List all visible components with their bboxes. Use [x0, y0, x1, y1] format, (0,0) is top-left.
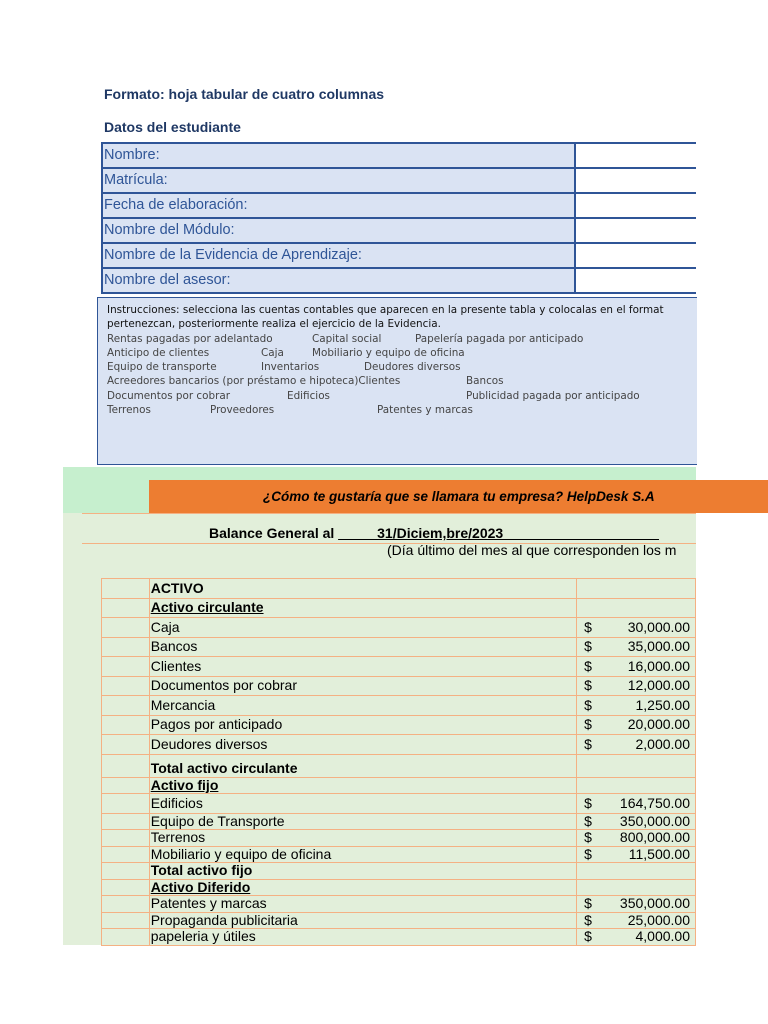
amount-cell[interactable] [577, 929, 696, 946]
account-list-row [107, 389, 697, 403]
student-field-input[interactable] [576, 219, 696, 242]
account-cell[interactable]: Clientes [149, 657, 576, 677]
cell-index[interactable] [102, 618, 150, 638]
account-cell[interactable]: Deudores diversos [149, 735, 576, 755]
table-row [102, 912, 696, 929]
company-name-question: ¿Cómo te gustaría que se llamara tu empresa? HelpDesk S.A [263, 489, 655, 504]
currency-symbol: $ [584, 657, 592, 674]
instructions-box [97, 297, 697, 465]
amount-value: 4,000.00 [635, 928, 690, 945]
table-row [102, 657, 696, 677]
account-cell[interactable]: Mobiliario y equipo de oficina [149, 846, 576, 863]
table-row [102, 929, 696, 946]
account-name: Equipo de transporte [107, 361, 217, 374]
currency-symbol: $ [584, 696, 592, 713]
table-row [102, 777, 696, 794]
cell-index[interactable] [102, 696, 150, 716]
account-name: Edificios [287, 389, 330, 402]
table-row [102, 896, 696, 913]
student-data-table [101, 142, 696, 294]
table-row [102, 598, 696, 618]
account-name: Deudores diversos [364, 361, 461, 374]
cell-index[interactable] [102, 794, 150, 814]
student-row [101, 169, 696, 194]
cell-index[interactable] [102, 715, 150, 735]
amount-value: 11,500.00 [628, 845, 690, 862]
table-row [102, 735, 696, 755]
student-row [101, 144, 696, 169]
account-name: Mobiliario y equipo de oficina [312, 346, 465, 359]
student-field-label: Matrícula: [101, 169, 576, 192]
balance-sheet-table [101, 578, 696, 946]
cell-index[interactable] [102, 777, 150, 794]
student-row [101, 194, 696, 219]
cell-index[interactable] [102, 657, 150, 677]
account-list-row [107, 346, 697, 360]
cell-amount[interactable] [577, 879, 696, 896]
currency-symbol: $ [584, 638, 592, 655]
currency-symbol: $ [584, 911, 592, 928]
account-cell[interactable]: Terrenos [149, 830, 576, 847]
table-row [102, 579, 696, 599]
account-name: Caja [261, 346, 284, 359]
amount-value: 12,000.00 [627, 677, 690, 694]
student-field-input[interactable] [576, 144, 696, 167]
table-row [102, 879, 696, 896]
account-name: Terrenos [107, 404, 151, 417]
cell-index[interactable] [102, 879, 150, 896]
currency-symbol: $ [584, 812, 592, 829]
student-field-input[interactable] [576, 169, 696, 192]
student-section-title: Datos del estudiante [104, 119, 241, 135]
cell-index[interactable] [102, 579, 150, 599]
student-field-input[interactable] [576, 269, 696, 292]
amount-value: 350,000.00 [619, 812, 690, 829]
account-name: Documentos por cobrar [107, 389, 231, 402]
student-field-label: Nombre del asesor: [101, 269, 576, 292]
currency-symbol: $ [584, 845, 592, 862]
cell-amount[interactable] [577, 863, 696, 880]
amount-cell[interactable] [577, 696, 696, 716]
student-field-label: Nombre: [101, 144, 576, 167]
cell-index[interactable] [102, 846, 150, 863]
account-name: Anticipo de clientes [107, 346, 210, 359]
account-name: Publicidad pagada por anticipado [466, 389, 640, 402]
amount-cell[interactable] [577, 912, 696, 929]
currency-symbol: $ [584, 928, 592, 945]
cell-amount[interactable] [577, 598, 696, 618]
balance-date: _____31/Diciem,bre/2023____________________ [338, 525, 659, 541]
cell-amount[interactable] [577, 777, 696, 794]
account-list-row [107, 374, 697, 388]
account-cell[interactable]: Caja [149, 618, 576, 638]
table-row [102, 696, 696, 716]
page-title: Formato: hoja tabular de cuatro columnas [104, 86, 385, 102]
amount-value: 35,000.00 [627, 638, 690, 655]
instructions-line: Instrucciones: selecciona las cuentas contables que aparecen en la presente tabla y colocalas en el format [107, 304, 664, 316]
cell-index[interactable] [102, 912, 150, 929]
amount-value: 800,000.00 [619, 829, 690, 846]
table-row [102, 715, 696, 735]
cell-index[interactable] [102, 754, 150, 777]
account-list-row [107, 360, 697, 374]
amount-cell[interactable] [577, 846, 696, 863]
account-cell[interactable]: Patentes y marcas [149, 896, 576, 913]
amount-value: 164,750.00 [619, 794, 690, 811]
amount-cell[interactable] [577, 830, 696, 847]
amount-cell[interactable] [577, 715, 696, 735]
cell-index[interactable] [102, 830, 150, 847]
account-cell[interactable]: Pagos por anticipado [149, 715, 576, 735]
amount-cell[interactable] [577, 794, 696, 814]
account-cell[interactable]: Edificios [149, 794, 576, 814]
currency-symbol: $ [584, 618, 592, 635]
balance-title-prefix: Balance General al [209, 525, 339, 541]
amount-value: 30,000.00 [627, 618, 690, 635]
table-row [102, 830, 696, 847]
amount-cell[interactable] [577, 896, 696, 913]
account-name: Proveedores [210, 404, 275, 417]
amount-cell[interactable] [577, 618, 696, 638]
amount-value: 20,000.00 [627, 716, 690, 733]
amount-cell[interactable] [577, 813, 696, 830]
balance-note: (Día último del mes al que corresponden los m [387, 542, 677, 558]
student-field-label: Nombre del Módulo: [101, 219, 576, 242]
total-fijo-label[interactable]: Total activo fijo [149, 863, 576, 880]
table-row [102, 676, 696, 696]
amount-value: 350,000.00 [619, 895, 690, 912]
balance-title [209, 525, 659, 541]
activo-heading[interactable]: ACTIVO [149, 579, 576, 599]
currency-symbol: $ [584, 735, 592, 752]
company-name-banner [149, 480, 768, 513]
amount-cell[interactable] [577, 637, 696, 657]
table-row [102, 794, 696, 814]
account-name: Bancos [466, 375, 504, 388]
student-row [101, 244, 696, 269]
student-field-input[interactable] [576, 244, 696, 267]
student-row [101, 269, 696, 294]
currency-symbol: $ [584, 677, 592, 694]
currency-symbol: $ [584, 794, 592, 811]
amount-value: 2,000.00 [635, 735, 690, 752]
account-name: Papelería pagada por anticipado [415, 332, 584, 345]
amount-value: 16,000.00 [627, 657, 690, 674]
cell-amount[interactable] [577, 754, 696, 777]
account-cell[interactable]: Mercancia [149, 696, 576, 716]
amount-cell[interactable] [577, 735, 696, 755]
student-row [101, 219, 696, 244]
table-row [102, 637, 696, 657]
amount-value: 1,250.00 [635, 696, 690, 713]
table-row [102, 618, 696, 638]
account-cell[interactable]: Equipo de Transporte [149, 813, 576, 830]
account-list-row [107, 403, 697, 417]
account-name: Rentas pagadas por adelantado [107, 332, 273, 345]
account-cell[interactable]: papeleria y útiles [149, 929, 576, 946]
amount-cell[interactable] [577, 676, 696, 696]
cell-index[interactable] [102, 598, 150, 618]
account-cell[interactable]: Bancos [149, 637, 576, 657]
amount-value: 25,000.00 [627, 911, 690, 928]
instructions-line: pertenezcan, posteriormente realiza el ejercicio de la Evidencia. [107, 318, 441, 331]
currency-symbol: $ [584, 895, 592, 912]
total-circulante-label[interactable]: Total activo circulante [149, 754, 576, 777]
table-row [102, 846, 696, 863]
account-cell[interactable]: Propaganda publicitaria [149, 912, 576, 929]
divider [82, 513, 696, 514]
student-field-label: Nombre de la Evidencia de Aprendizaje: [101, 244, 576, 267]
account-name: Acreedores bancarios (por préstamo e hipoteca)Clientes [107, 375, 401, 388]
student-field-label: Fecha de elaboración: [101, 194, 576, 217]
student-field-input[interactable] [576, 194, 696, 217]
table-row [102, 813, 696, 830]
cell-index[interactable] [102, 929, 150, 946]
table-row [102, 863, 696, 880]
cell-index[interactable] [102, 813, 150, 830]
account-cell[interactable]: Documentos por cobrar [149, 676, 576, 696]
account-name: Capital social [312, 332, 382, 345]
currency-symbol: $ [584, 716, 592, 733]
currency-symbol: $ [584, 829, 592, 846]
cell-index[interactable] [102, 637, 150, 657]
account-name: Inventarios [261, 361, 320, 374]
section-heading-fijo[interactable]: Activo fijo [149, 777, 576, 794]
cell-index[interactable] [102, 735, 150, 755]
table-row [102, 754, 696, 777]
section-heading-circulante[interactable]: Activo circulante [149, 598, 576, 618]
account-name: Patentes y marcas [377, 404, 473, 417]
cell-index[interactable] [102, 676, 150, 696]
cell-amount[interactable] [577, 579, 696, 599]
account-list-row [107, 332, 697, 346]
cell-index[interactable] [102, 896, 150, 913]
section-heading-diferido[interactable]: Activo Diferido [149, 879, 576, 896]
cell-index[interactable] [102, 863, 150, 880]
amount-cell[interactable] [577, 657, 696, 677]
